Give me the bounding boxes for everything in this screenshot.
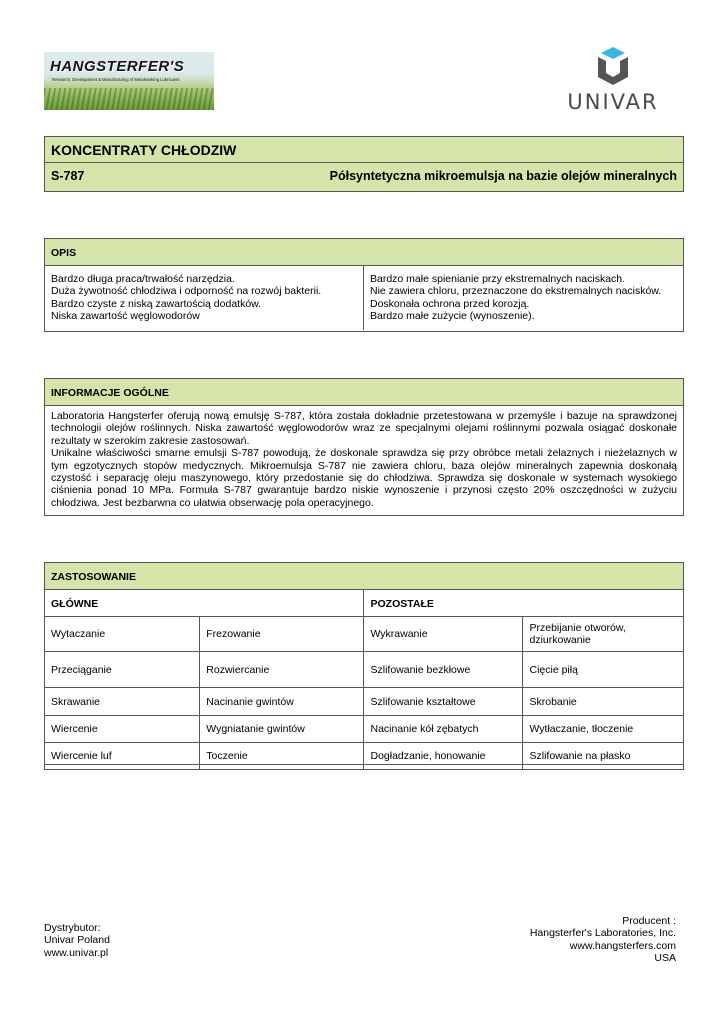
table-cell: Wytaczanie xyxy=(45,617,200,652)
producer-name: Hangsterfer's Laboratories, Inc. xyxy=(529,927,676,940)
hangsterfers-logo-tagline: Research, Development & Manufacturing of Metalworking Lubricants xyxy=(52,77,180,82)
opis-right-line: Bardzo małe zużycie (wynoszenie). xyxy=(370,310,535,323)
opis-left-line: Duża żywotność chłodziwa i odporność na rozwój bakterii. xyxy=(51,285,322,298)
table-cell: Wygniatanie gwintów xyxy=(200,716,364,743)
hangsterfers-logo xyxy=(44,52,214,110)
opis-right-line: Doskonała ochrona przed korozją. xyxy=(370,297,530,310)
product-description: Półsyntetyczna mikroemulsja na bazie olejów mineralnych xyxy=(329,169,677,183)
table-cell: Szlifowanie kształtowe xyxy=(364,688,523,716)
table-cell: Skrawanie xyxy=(45,688,200,716)
table-cell: Skrobanie xyxy=(523,688,684,716)
product-code: S-787 xyxy=(51,169,85,183)
opis-right-line: Nie zawiera chloru, przeznaczone do ekstremalnych nacisków. xyxy=(370,285,662,298)
info-paragraph: Unikalne właściwości smarne emulsji S-787 powodują, że doskonale sprawdza się przy obróbce metali żelaznych i nieżelaznych w tym egzotycznych stopów medycznych. Mikroemulsja S-787 nie zawiera chloru, baza olejów mineralnych zapewnia doskonałą czystość i separację oleju maszynowego, który przedostanie się do chłodziwa. Sprawdza się doskonale w systemach wysokiego ciśnienia ponad 10 MPa. Formuła S-787 gwarantuje bardzo niskie wynoszenie i przynosi często 20% oszczędności w zużyciu chłodziwa. Jest bezbarwna co ułatwia obserwację pola operacyjnego. xyxy=(51,447,677,509)
table-cell: Szlifowanie bezkłowe xyxy=(364,652,523,688)
distributor-website: www.univar.pl xyxy=(44,946,109,959)
table-cell: Wiercenie luf xyxy=(45,743,200,770)
title-block xyxy=(44,136,684,192)
table-cell: Toczenie xyxy=(200,743,364,770)
column-header-other: POZOSTAŁE xyxy=(364,590,684,617)
distributor-block xyxy=(44,922,110,959)
page-title: KONCENTRATY CHŁODZIW xyxy=(45,137,683,163)
table-row xyxy=(45,617,684,652)
info-body xyxy=(45,406,683,509)
info-paragraph: Laboratoria Hangsterfer oferują nową emulsję S-787, która została dokładnie przetestowana w przemyśle i bazuje na sprawdzonej technologii olejów roślinnych. Niska zawartość węglowodorów wraz ze specjalnymi olejami roślinnymi pozwala osiągać doskonałe rezultaty w szerokim zakresie zastosowań. xyxy=(51,410,677,447)
producer-label: Producent : xyxy=(622,915,676,927)
producer-country: USA xyxy=(654,952,676,965)
info-heading: INFORMACJE OGÓLNE xyxy=(45,379,683,406)
table-cell: Frezowanie xyxy=(200,617,364,652)
zastosowanie-section xyxy=(44,562,684,765)
zastosowanie-heading: ZASTOSOWANIE xyxy=(45,563,683,590)
table-cell: Dogładzanie, honowanie xyxy=(364,743,523,770)
grass-background xyxy=(44,88,214,110)
opis-section xyxy=(44,238,684,332)
hangsterfers-logo-name: HANGSTERFER'S xyxy=(50,58,185,75)
univar-logo xyxy=(560,45,670,115)
info-section xyxy=(44,378,684,516)
table-cell: Wykrawanie xyxy=(364,617,523,652)
opis-right-line: Bardzo małe spienianie przy ekstremalnych naciskach. xyxy=(370,273,626,285)
opis-heading: OPIS xyxy=(45,239,683,266)
distributor-label: Dystrybutor: xyxy=(44,922,101,934)
opis-left-line: Niska zawartość węglowodorów xyxy=(51,310,200,323)
product-row xyxy=(45,163,683,190)
table-cell: Wiercenie xyxy=(45,716,200,743)
opis-left-line: Bardzo czyste z niską zawartością dodatków. xyxy=(51,297,262,310)
producer-block xyxy=(460,915,676,965)
producer-website: www.hangsterfers.com xyxy=(569,939,676,952)
table-cell: Nacinanie kół zębatych xyxy=(364,716,523,743)
table-header-row xyxy=(45,590,684,617)
univar-hexagon-icon xyxy=(560,45,670,90)
table-cell: Rozwiercanie xyxy=(200,652,364,688)
opis-left-line: Bardzo długa praca/trwałość narzędzia. xyxy=(51,273,235,285)
table-row xyxy=(45,652,684,688)
table-cell: Nacinanie gwintów xyxy=(200,688,364,716)
opis-left-column xyxy=(45,266,364,330)
table-row xyxy=(45,688,684,716)
distributor-name: Univar Poland xyxy=(44,934,110,947)
table-cell: Szlifowanie na płasko xyxy=(523,743,684,770)
applications-table xyxy=(44,589,684,770)
table-cell: Cięcie piłą xyxy=(523,652,684,688)
univar-logo-word: UNIVAR xyxy=(567,90,659,114)
table-row xyxy=(45,716,684,743)
opis-right-column xyxy=(364,266,683,330)
table-cell: Przebijanie otworów, dziurkowanie xyxy=(523,617,684,652)
table-cell: Wytłaczanie, tłoczenie xyxy=(523,716,684,743)
table-cell: Przeciąganie xyxy=(45,652,200,688)
column-header-main: GŁÓWNE xyxy=(45,590,364,617)
table-row xyxy=(45,743,684,770)
